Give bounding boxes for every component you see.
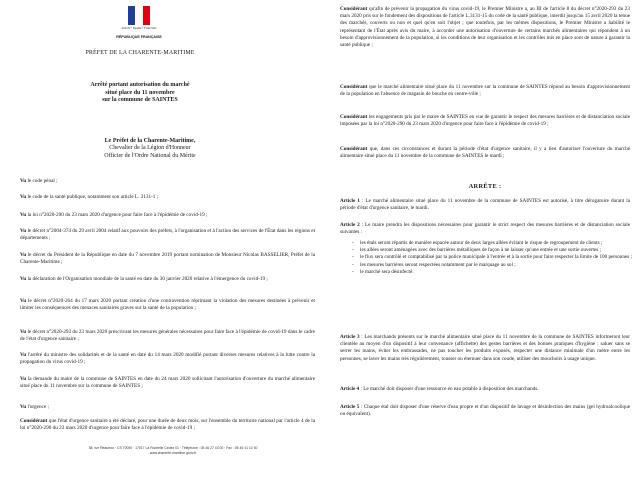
visa-paragraph: Vu l'arrêté du ministre des solidarités et de la santé en date du 14 mars 2020 modifié portant diverses mesures relatives à la lutte contre la propagation du virus covid-19 ; — [20, 352, 315, 366]
page-footer — [28, 446, 318, 456]
signatory-name: Le Préfet de la Charente-Maritime, — [104, 138, 196, 144]
title-line: situé place du 11 novembre — [105, 89, 175, 96]
visa-paragraph: Vu la demande du maire de la commune de SAINTES en date du 24 mars 2020 sollicitant l'autorisation d'ouverture du marché alimentaire situé place du 11 novembre sur la commune de SAINTES ; — [20, 376, 315, 390]
list-item: - les allées seront aménagées avec des barrières métalliques de façon à ne laisser qu'une entrée et une sortie ouvertes ; — [352, 247, 632, 254]
article-4: Article 4 : Le marché doit disposer d'une ressource en eau potable à disposition des marchands. — [340, 386, 539, 392]
visa-paragraph: Vu la loi n°2020-290 du 23 mars 2020 d'urgence pour faire face à l'épidémie de covid-19 ; — [20, 212, 208, 218]
list-item: - les mesures barrières seront respectées notamment par le marquage au sol ; — [352, 262, 632, 269]
footer-address: 38, rue Réaumur · CS 70000 · 17017 La Rochelle Cedex 01 · Téléphone : 05 46 27 43 00 · Fax : 05 46 41 10 30 — [88, 446, 258, 450]
considerant-paragraph: Considérant que le marché alimentaire situé place du 11 novembre sur la commune de SAINTES répond au besoin d'approvisionnement de la population en l'absence de magasin de bouche en centre-ville ; — [340, 84, 630, 98]
visa-paragraph: Vu la déclaration de l'Organisation mondiale de la santé en date du 30 janvier 2020 relative à l'émergence du covid-19 ; — [20, 276, 268, 282]
signatory-title: Officier de l'Ordre National du Mérite — [104, 152, 196, 159]
signatory-title: Chevalier de la Légion d'Honneur — [109, 145, 191, 152]
visa-paragraph: Vu l'urgence ; — [20, 404, 49, 410]
visa-paragraph: Vu le décret n°2004-374 du 29 avril 2004 relatif aux pouvoirs des préfets, à l'organisation et à l'action des services de l'État dans les régions et départements ; — [20, 228, 316, 242]
marianne-logo — [116, 6, 162, 46]
title-line: sur la commune de SAINTES — [102, 97, 178, 103]
visa-paragraph: Vu le décret n°2020-293 du 23 mars 2020 prescrivant les mesures générales nécessaires pour faire face à l'épidémie de covid-19 dans le cadre de l'état d'urgence sanitaire ; — [20, 329, 315, 343]
article-5: Article 5 : Chaque étal doit disposer d'une réserve d'eau propre et d'un dispositif de lavage et désinfection des mains (gel hydroalcoolique ou équivalent). — [340, 404, 630, 418]
visa-paragraph: Vu le décret n°2020-264 du 17 mars 2020 portant création d'une contravention réprimant la violation des mesures destinées à prévenir et limiter les conséquences des menaces sanitaires graves sur la santé de la population ; — [20, 298, 315, 312]
footer-website: www.charente-maritime.gouv.fr — [149, 451, 197, 455]
prefet-heading: PRÉFET DE LA CHARENTE-MARITIME — [85, 50, 195, 56]
list-item: - les étals seront répartis de manière espacée autour de deux larges allées évitant le risque de regroupement de clients ; — [352, 240, 632, 247]
signatory-block — [70, 138, 230, 160]
article-3: Article 3 : Les marchands présents sur le marché alimentaire situé place du 11 novembre de la commune de SAINTES informeront leur clientèle au moyen d'un dispositif à leur convenance (affichette) des gestes barrières et des bonnes pratiques d'hygiène : saluer sans se serrer les mains, éviter les embrassades, ne pas toucher les produits exposés, respecter une distance minimale d'un mètre entre les personnes, se laver les mains très régulièrement, tousser ou éternuer dans son coude, utiliser des mouchoirs à usage unique. — [340, 334, 631, 362]
article-2-list — [352, 240, 632, 276]
article-2: Article 2 : Le maire prendra les dispositions nécessaires pour garantir le strict respect des mesures barrières et de distanciation sociale suivantes : — [340, 222, 631, 236]
considerant-paragraph: Considérant que, dans ces circonstances et durant la période d'état d'urgence sanitaire, il y a lieu d'autoriser l'ouverture du marché alimentaire situé place du 11 novembre de la commune de SAINTES le mardi ; — [340, 146, 630, 160]
considerant-paragraph: Considérant qu'afin de prévenir la propagation du virus covid-19, le Premier Ministre a, au III de l'article 8 du décret n°2020-293 du 23 mars 2020 pris sur le fondement des dispositions de l'article L.3131-15 du code de la santé publique, interdit jusqu'au 15 avril 2020 la tenue des marchés, couverts ou non et quel qu'en soit l'objet ; que toutefois, par les mêmes dispositions, le Premier Ministre a habilité le représentant de l'État après avis du maire, à accorder une autorisation d'ouverture de certains marchés alimentaires qui répondent à un besoin d'approvisionnement de la population, si les conditions de leur organisation et les contrôles mis en place sont de nature à garantir la santé publique ; — [340, 6, 630, 49]
visa-paragraph: Vu le code de la santé publique, notamment son article L. 3131-1 ; — [20, 194, 159, 200]
republic-label: RÉPUBLIQUE FRANÇAISE — [116, 35, 162, 39]
title-line: Arrêté portant autorisation du marché — [90, 82, 190, 88]
french-flag-icon — [128, 6, 150, 25]
visa-paragraph: Vu le code pénal ; — [20, 178, 58, 184]
considerant-paragraph: Considérant que l'état d'urgence sanitaire a été déclaré, pour une durée de deux mois, sur l'ensemble du territoire national par l'article 4 de la loi n°2020-290 du 23 mars 2020 d'urgence pour faire face à l'épidémie de covid-19 ; — [20, 418, 315, 432]
article-1: Article 1 : Le marché alimentaire situé place du 11 novembre de la commune de SAINTES est autorisé, à titre dérogatoire durant la période d'état d'urgence sanitaire, le mardi. — [340, 198, 631, 212]
motto: Liberté • Égalité • Fraternité — [121, 26, 157, 30]
list-item: - le marché sera désinfecté. — [352, 269, 632, 276]
arrete-heading: ARRÊTE : — [468, 183, 502, 190]
considerant-paragraph: Considérant les engagements pris par le maire de SAINTES en vue de garantir le respect des mesures barrières et de distanciation sociale imposées par la loi n°2020-290 du 23 mars 2020 d'urgence pour faire face à l'épidémie de covid-19 ; — [340, 114, 630, 128]
document-title — [60, 82, 220, 105]
visa-paragraph: Vu le décret du Président de la République en date du 7 novembre 2019 portant nomination de Monsieur Nicolas BASSELIER, Préfet de la Charente-Maritime ; — [20, 252, 315, 266]
list-item: - le flux sera contrôlé et comptabilisé par la police municipale à l'entrée et à la sortie pour faire respecter la limite de 100 personnes ; — [352, 254, 632, 261]
